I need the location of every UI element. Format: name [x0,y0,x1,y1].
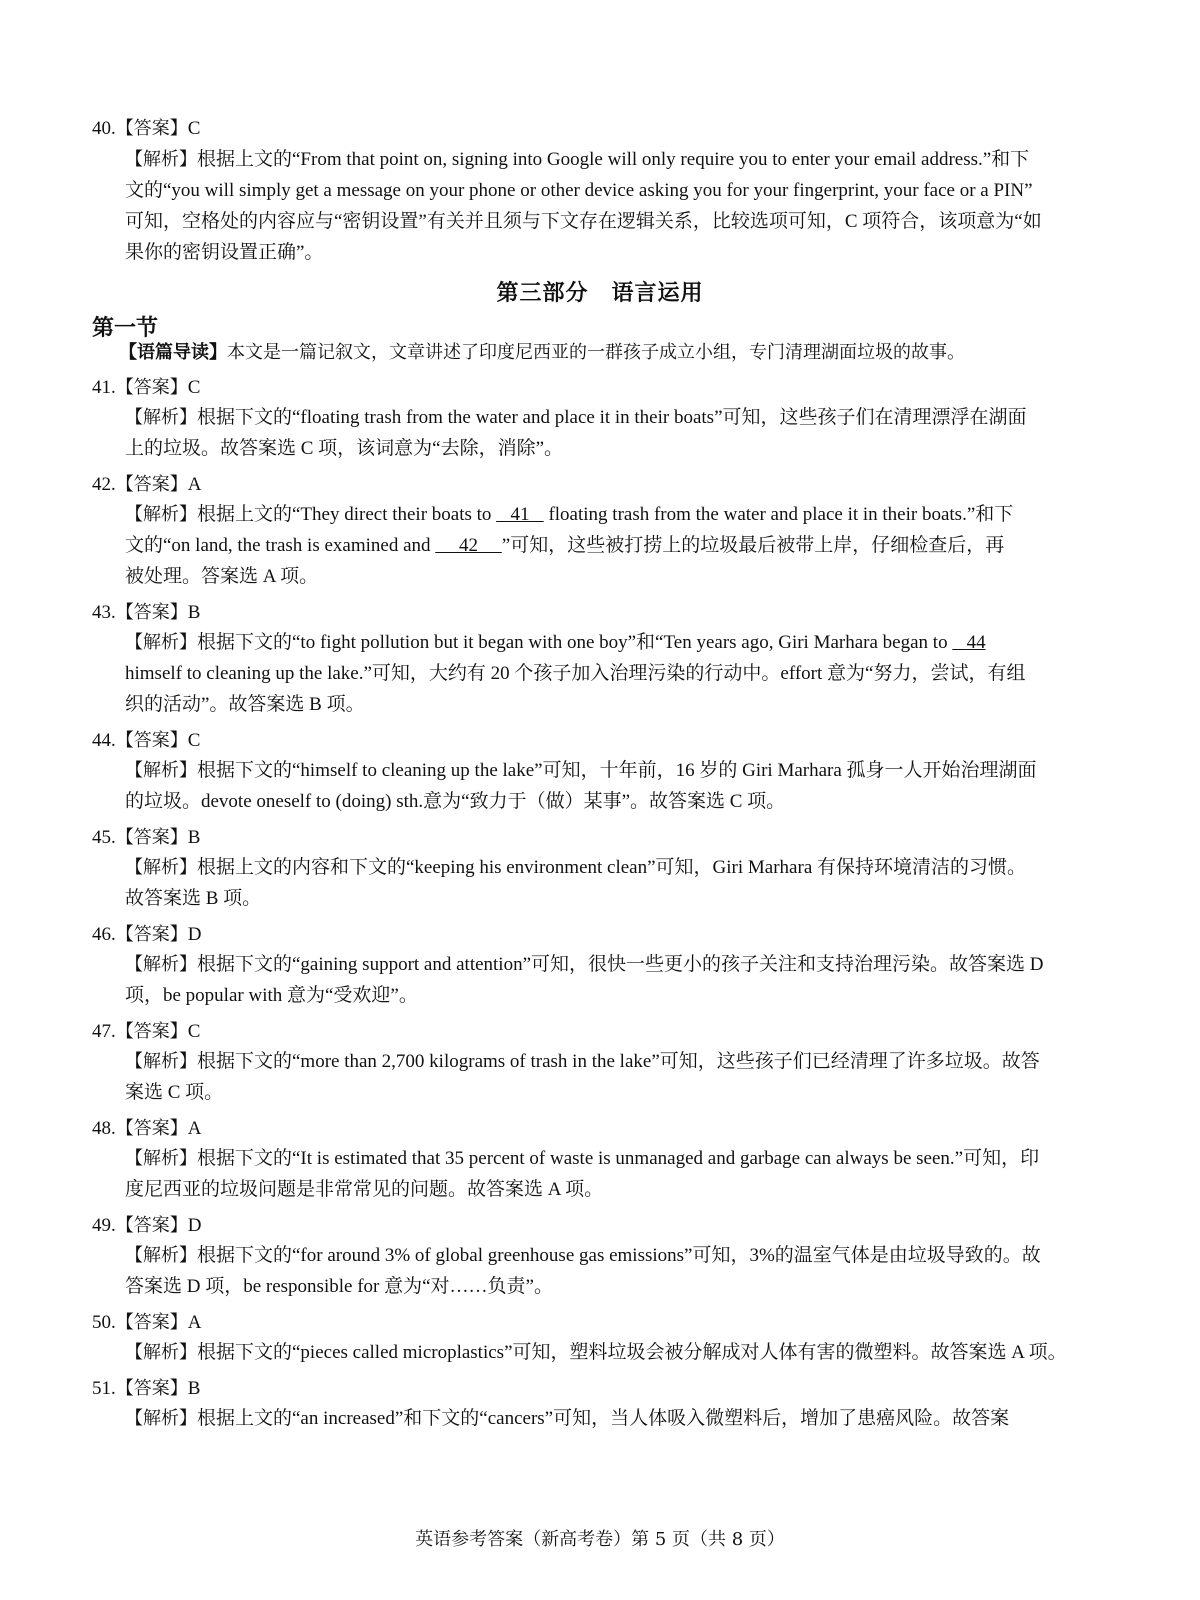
explanation-text: 根据下文的“pieces called microplastics”可知，塑料垃圾会被分解成对人体有害的微塑料。故答案选 A 项。 [197,1342,1067,1363]
q50-answer-line [92,1312,201,1334]
explanation-tag: 【解析】 [125,407,197,428]
q44-explanation-line [125,791,785,813]
answer-letter: D [187,924,202,945]
explanation-text: 案选 C 项。 [125,1082,224,1103]
explanation-text: 根据下文的“to fight pollution but it began with one boy”和“Ten years ago, Giri Marhara began to [197,632,953,653]
explanation-text: 文的“you will simply get a message on your phone or other device asking you for your fingerprint, your face or a PIN” [125,180,1033,201]
explanation-text: 项，be popular with 意为“受欢迎”。 [125,985,418,1006]
q41-answer-line [92,377,200,399]
q48-answer-line [92,1118,201,1140]
q42-explanation-line [125,504,1013,526]
explanation-text: 可知，空格处的内容应与“密钥设置”有关并且须与下文存在逻辑关系，比较选项可知，C 项符合，该项意为“如 [125,211,1042,232]
explanation-tag: 【解析】 [125,632,197,653]
answer-tag: 【答案】 [115,1312,188,1333]
explanation-text: 根据上文的“From that point on, signing into Google will only require you to enter your email address.”和下 [197,149,1030,170]
answer-tag: 【答案】 [115,827,188,848]
section-title: 第三部分 语言运用 [496,281,704,306]
explanation-text: himself to cleaning up the lake.”可知，大约有 20 个孩子加入治理污染的行动中。effort 意为“努力，尝试，有组 [125,663,1026,684]
blank-42 [435,535,502,556]
reading-guide [119,342,965,364]
explanation-text: 度尼西亚的垃圾问题是非常常见的问题。故答案选 A 项。 [125,1179,604,1200]
answer-letter: C [187,730,201,751]
explanation-text: 文的“on land, the trash is examined and [125,535,436,556]
answer-letter: D [187,1215,202,1236]
answer-tag: 【答案】 [115,602,188,623]
answer-tag: 【答案】 [115,474,188,495]
explanation-text: 根据上文的“They direct their boats to [197,504,497,525]
question-number: 46. [92,924,116,945]
explanation-text: 根据下文的“floating trash from the water and place it in their boats”可知，这些孩子们在清理漂浮在湖面 [197,407,1027,428]
q40-explanation-line [125,242,323,264]
answer-tag: 【答案】 [115,1118,188,1139]
q40-explanation-line [125,211,1042,233]
question-number: 41. [92,377,116,398]
q40-explanation-line [125,180,1033,202]
explanation-text: 根据下文的“for around 3% of global greenhouse gas emissions”可知，3%的温室气体是由垃圾导致的。故 [197,1245,1041,1266]
q46-answer-line [92,924,201,946]
q44-answer-line [92,730,200,752]
question-number: 50. [92,1312,116,1333]
answer-tag: 【答案】 [115,924,188,945]
explanation-text: 根据下文的“himself to cleaning up the lake”可知，十年前，16 岁的 Giri Marhara 孤身一人开始治理湖面 [197,760,1037,781]
question-number: 45. [92,827,116,848]
q47-answer-line [92,1021,200,1043]
answer-tag: 【答案】 [115,1215,188,1236]
question-number: 43. [92,602,116,623]
explanation-tag: 【解析】 [125,504,197,525]
answer-letter: C [187,118,201,139]
guide-text: 本文是一篇记叙文，文章讲述了印度尼西亚的一群孩子成立小组，专门清理湖面垃圾的故事。 [227,342,965,363]
q47-explanation-line [125,1051,1040,1073]
explanation-tag: 【解析】 [125,149,197,170]
q42-explanation-line [125,566,318,588]
subsection-title: 第一节 [92,316,159,341]
q50-explanation-line [125,1342,1067,1364]
blank-44 [952,632,985,653]
q41-explanation-line [125,407,1027,429]
q43-answer-line [92,602,200,624]
explanation-text: 根据下文的“more than 2,700 kilograms of trash in the lake”可知，这些孩子们已经清理了许多垃圾。故答 [197,1051,1040,1072]
answer-letter: A [187,1312,202,1333]
explanation-text: 根据下文的“gaining support and attention”可知，很快一些更小的孩子关注和支持治理污染。故答案选 D [197,954,1044,975]
q45-explanation-line [125,857,1026,879]
answer-tag: 【答案】 [115,377,188,398]
q46-explanation-line [125,985,418,1007]
q45-answer-line [92,827,200,849]
question-number: 51. [92,1378,116,1399]
q43-explanation-line [125,632,986,654]
blank-number: 41 [510,504,530,525]
question-number: 44. [92,730,116,751]
explanation-text: floating trash from the water and place it in their boats.”和下 [543,504,1014,525]
explanation-text: 根据下文的“It is estimated that 35 percent of waste is unmanaged and garbage can always be seen.”可知，印 [197,1148,1040,1169]
q48-explanation-line [125,1179,603,1201]
answer-letter: C [187,377,201,398]
q46-explanation-line [125,954,1044,976]
q43-explanation-line [125,694,365,716]
answer-letter: B [187,1378,201,1399]
answer-tag: 【答案】 [115,1021,188,1042]
q51-explanation-line [125,1408,1009,1430]
question-number: 48. [92,1118,116,1139]
question-number: 42. [92,474,116,495]
q44-explanation-line [125,760,1037,782]
q42-explanation-line [125,535,1004,557]
explanation-text: ”可知，这些被打捞上的垃圾最后被带上岸，仔细检查后，再 [501,535,1005,556]
q47-explanation-line [125,1082,223,1104]
q49-explanation-line [125,1245,1041,1267]
explanation-text: 答案选 D 项，be responsible for 意为“对……负责”。 [125,1276,553,1297]
answer-letter: B [187,827,201,848]
blank-41 [496,504,544,525]
answer-letter: B [187,602,201,623]
answer-tag: 【答案】 [115,118,188,139]
answer-letter: C [187,1021,201,1042]
guide-tag: 【语篇导读】 [119,342,227,363]
q51-answer-line [92,1378,200,1400]
explanation-text: 故答案选 B 项。 [125,888,262,909]
explanation-tag: 【解析】 [125,954,197,975]
explanation-tag: 【解析】 [125,857,197,878]
question-number: 49. [92,1215,116,1236]
explanation-tag: 【解析】 [125,760,197,781]
q41-explanation-line [125,438,563,460]
q49-explanation-line [125,1276,553,1298]
explanation-text: 根据上文的“an increased”和下文的“cancers”可知，当人体吸入微塑料后，增加了患癌风险。故答案 [197,1408,1010,1429]
q42-answer-line [92,474,201,496]
blank-number: 44 [966,632,986,653]
answer-tag: 【答案】 [115,1378,188,1399]
explanation-text: 被处理。答案选 A 项。 [125,566,319,587]
q43-explanation-line [125,663,1025,685]
explanation-text: 织的活动”。故答案选 B 项。 [125,694,365,715]
explanation-text: 果你的密钥设置正确”。 [125,242,324,263]
answer-letter: A [187,474,202,495]
q49-answer-line [92,1215,201,1237]
explanation-tag: 【解析】 [125,1342,197,1363]
q45-explanation-line [125,888,261,910]
page-footer: 英语参考答案（新高考卷）第 5 页（共 8 页） [415,1529,785,1550]
question-number: 40. [92,118,116,139]
explanation-tag: 【解析】 [125,1051,197,1072]
answer-tag: 【答案】 [115,730,188,751]
explanation-tag: 【解析】 [125,1408,197,1429]
answer-letter: A [187,1118,202,1139]
explanation-tag: 【解析】 [125,1148,197,1169]
q40-answer-line [92,118,200,140]
question-number: 47. [92,1021,116,1042]
explanation-text: 的垃圾。devote oneself to (doing) sth.意为“致力于（做）某事”。故答案选 C 项。 [125,791,786,812]
q40-explanation-line [125,149,1029,171]
explanation-text: 根据上文的内容和下文的“keeping his environment clean”可知，Giri Marhara 有保持环境清洁的习惯。 [197,857,1026,878]
explanation-text: 上的垃圾。故答案选 C 项，该词意为“去除，消除”。 [125,438,564,459]
explanation-tag: 【解析】 [125,1245,197,1266]
blank-number: 42 [459,535,479,556]
q48-explanation-line [125,1148,1039,1170]
